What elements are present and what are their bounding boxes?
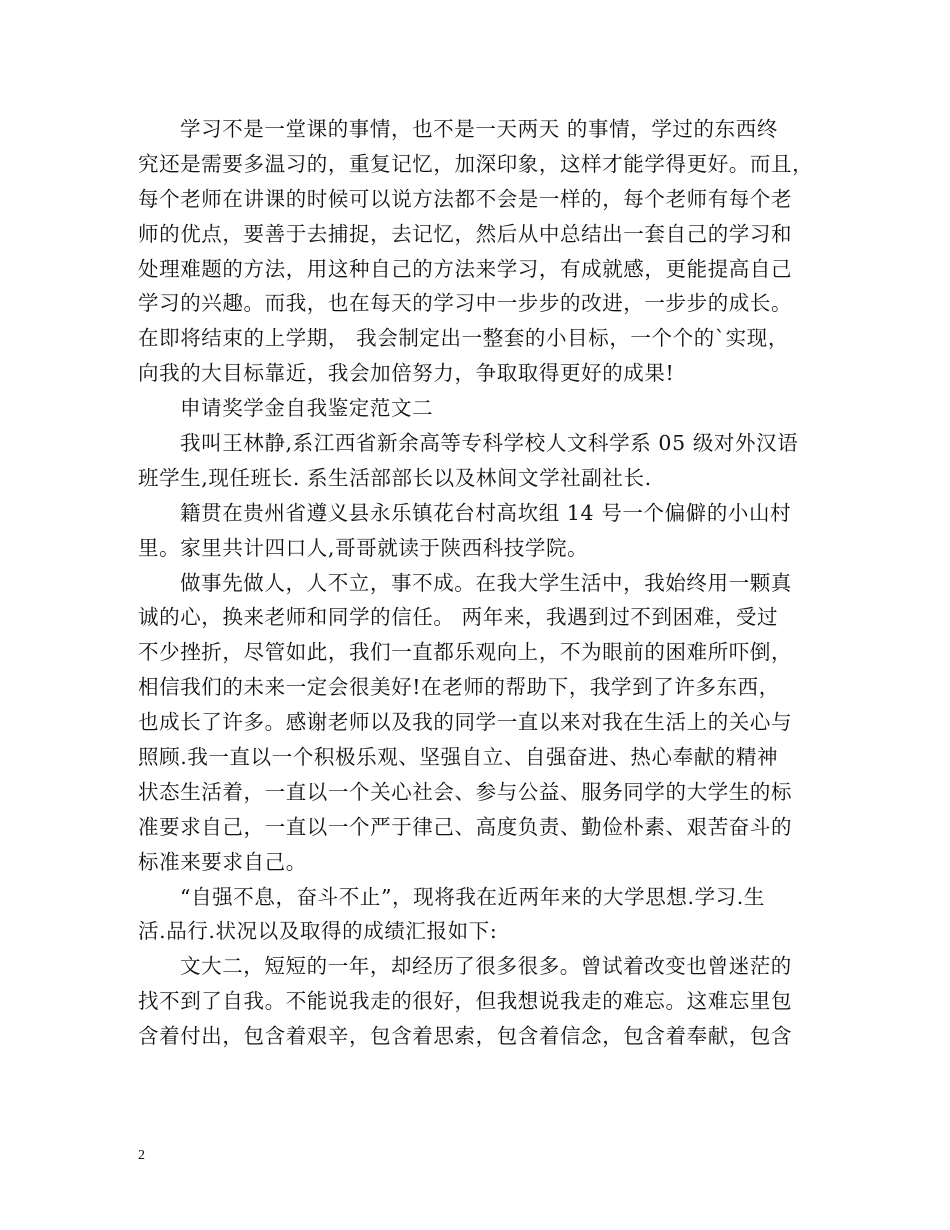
text-line: 文大二，短短的一年，却经历了很多很多。曾试着改变也曾迷茫的	[180, 954, 792, 979]
text-line: 也成长了许多。感谢老师以及我的同学一直以来对我在生活上的关心与	[138, 710, 793, 735]
text-line: 申请奖学金自我鉴定范文二	[180, 396, 434, 421]
text-line: 诚的心，换来老师和同学的信任。 两年来，我遇到过不到困难，受过	[138, 605, 779, 630]
text-line: 不少挫折，尽管如此，我们一直都乐观向上，不为眼前的困难所吓倒，	[138, 640, 793, 665]
text-line: 究还是需要多温习的，重复记忆，加深印象，这样才能学得更好。而且，	[138, 151, 814, 176]
text-line: 做事先做人，人不立，事不成。在我大学生活中，我始终用一颗真	[180, 570, 792, 595]
text-line: 标准来要求自己。	[138, 849, 307, 874]
text-line: 学习不是一堂课的事情，也不是一天两天 的事情，学过的东西终	[180, 117, 778, 141]
text-line: 每个老师在讲课的时候可以说方法都不会是一样的，每个老师有每个老	[138, 186, 793, 211]
text-line: 师的优点，要善于去捕捉，去记忆，然后从中总结出一套自己的学习和	[138, 221, 793, 246]
text-line: 里。家里共计四口人,哥哥就读于陕西科技学院。	[138, 535, 589, 560]
text-line: 照顾.我一直以一个积极乐观、坚强自立、自强奋进、热心奉献的精神	[138, 745, 779, 770]
text-line: 相信我们的未来一定会很美好!在老师的帮助下，我学到了许多东西，	[138, 675, 780, 700]
page-number: 2	[138, 1148, 145, 1163]
text-line: 籍贯在贵州省遵义县永乐镇花台村高坎组 14 号一个偏僻的小山村	[180, 500, 792, 525]
text-line: 准要求自己，一直以一个严于律己、高度负责、勤俭朴素、艰苦奋斗的	[138, 814, 793, 839]
text-line: 向我的大目标靠近，我会加倍努力，争取取得更好的成果!	[138, 361, 675, 386]
document-body	[138, 112, 814, 1054]
text-line: 在即将结束的上学期， 我会制定出一整套的小目标，一个个的`实现，	[138, 326, 789, 351]
text-line: 活.品行.状况以及取得的成绩汇报如下:	[138, 919, 498, 944]
text-line: 班学生,现任班长. 系生活部部长以及林间文学社副社长.	[138, 465, 652, 490]
text-line: 找不到了自我。不能说我走的很好，但我想说我走的难忘。这难忘里包	[138, 989, 793, 1014]
text-line: 学习的兴趣。而我，也在每天的学习中一步步的改进，一步步的成长。	[138, 291, 793, 316]
text-line: 含着付出，包含着艰辛，包含着思索，包含着信念，包含着奉献，包含	[138, 1024, 793, 1049]
text-line: 我叫王林静,系江西省新余高等专科学校人文科学系 05 级对外汉语	[180, 431, 799, 456]
text-line: 状态生活着，一直以一个关心社会、参与公益、服务同学的大学生的标	[138, 779, 793, 804]
text-line: “自强不息，奋斗不止”，现将我在近两年来的大学思想.学习.生	[180, 884, 765, 909]
text-line: 处理难题的方法，用这种自己的方法来学习，有成就感，更能提高自己	[138, 256, 793, 281]
